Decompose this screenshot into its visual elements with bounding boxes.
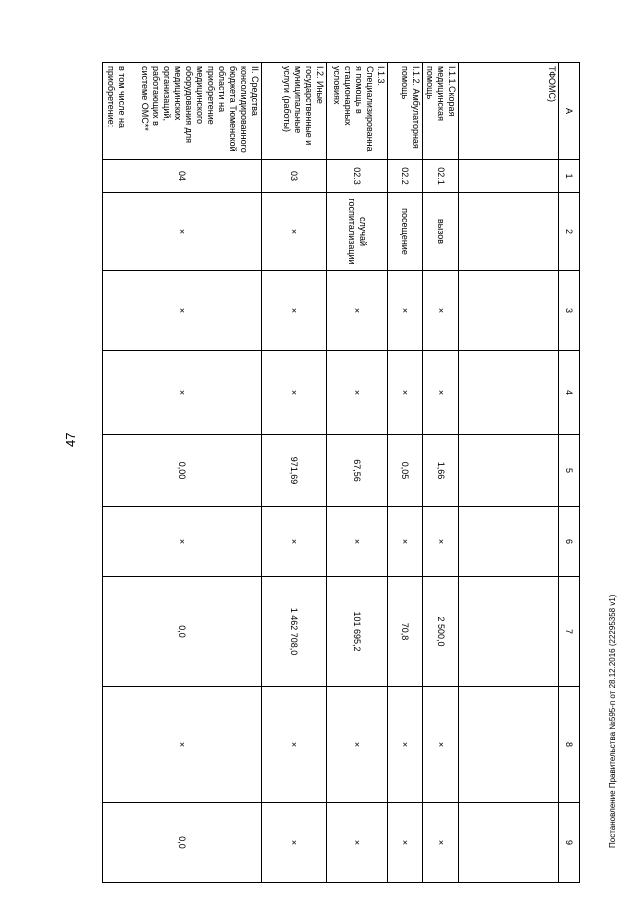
table-cell: ×	[388, 507, 423, 577]
table-cell: ×	[262, 351, 327, 435]
row-unit: случай госпитализации	[327, 193, 388, 271]
table-cell-empty	[459, 160, 559, 193]
financing-table	[102, 62, 580, 883]
table-cell: ×	[327, 803, 388, 883]
table-cell-empty	[459, 687, 559, 803]
row-unit: посещение	[388, 193, 423, 271]
table-cell-empty	[459, 351, 559, 435]
table-cell: ×	[103, 507, 262, 577]
col-header-8: 8	[559, 687, 580, 803]
table-cell: ×	[103, 687, 262, 803]
rotated-table-sheet	[100, 62, 580, 882]
page-number: 47	[63, 432, 78, 447]
col-header-2: 2	[559, 193, 580, 271]
col-header-3: 3	[559, 271, 580, 351]
table-cell: ×	[262, 271, 327, 351]
table-cell: ×	[423, 803, 459, 883]
table-row	[327, 63, 388, 883]
table-cell: 101 695,2	[327, 577, 388, 687]
table-cell: ×	[388, 271, 423, 351]
col-header-1: 1	[559, 160, 580, 193]
row-name: I.2. Иные государственные и муниципальные услуги (работы)	[262, 63, 327, 160]
row-unit: ×	[103, 193, 262, 271]
table-cell: ×	[262, 803, 327, 883]
row-code: 02.3	[327, 160, 388, 193]
row-name: I.1.1.Скорая медицинская помощь	[423, 63, 459, 160]
row-code: 03	[262, 160, 327, 193]
table-cell: 1 462 708,0	[262, 577, 327, 687]
table-cell: 1,66	[423, 435, 459, 507]
table-cell: ×	[388, 803, 423, 883]
col-header-7: 7	[559, 577, 580, 687]
table-row	[388, 63, 423, 883]
row-code: 04	[103, 160, 262, 193]
table-cell: 0,0	[103, 803, 262, 883]
row-code: 02.1	[423, 160, 459, 193]
table-cell-empty	[459, 803, 559, 883]
table-row	[423, 63, 459, 883]
table-cell: ×	[262, 507, 327, 577]
table-cell: 971,69	[262, 435, 327, 507]
table-cell: 2 500,0	[423, 577, 459, 687]
table-cell: ×	[423, 271, 459, 351]
col-header-9: 9	[559, 803, 580, 883]
table-row-tfoms	[459, 63, 559, 883]
row-name: I.1.2. Амбулаторная помощь	[388, 63, 423, 160]
row-name-cell	[103, 63, 262, 160]
table-cell: ×	[423, 507, 459, 577]
table-cell-empty	[459, 507, 559, 577]
row-unit: вызов	[423, 193, 459, 271]
table-cell: ×	[262, 687, 327, 803]
table-cell-empty	[459, 193, 559, 271]
table-cell: ×	[388, 687, 423, 803]
table-cell: ×	[423, 351, 459, 435]
row-code: 02.2	[388, 160, 423, 193]
document-footer: Постановление Правительства №595-п от 28.12.2016 (22295358 v1)	[608, 594, 617, 848]
column-number-row	[559, 63, 580, 883]
col-header-6: 6	[559, 507, 580, 577]
tfoms-label: ТФОМС)	[459, 63, 559, 160]
table-cell: 67,56	[327, 435, 388, 507]
col-header-a: А	[559, 63, 580, 160]
table-cell-empty	[459, 577, 559, 687]
table-cell-empty	[459, 271, 559, 351]
table-cell: ×	[388, 351, 423, 435]
table-cell-empty	[459, 435, 559, 507]
col-header-4: 4	[559, 351, 580, 435]
row-unit: ×	[262, 193, 327, 271]
row-name: I.1.3. Специализированная помощь в стационарных условиях	[327, 63, 388, 160]
table-cell: 0,00	[103, 435, 262, 507]
table-cell: ×	[327, 507, 388, 577]
table-row	[262, 63, 327, 883]
table-cell: ×	[327, 351, 388, 435]
table-cell: ×	[103, 351, 262, 435]
table-cell: ×	[327, 687, 388, 803]
table-cell: 70,8	[388, 577, 423, 687]
table-cell: 0,05	[388, 435, 423, 507]
table-cell: ×	[103, 271, 262, 351]
row-subnote: в том числе на приобретение:	[106, 66, 127, 128]
col-header-5: 5	[559, 435, 580, 507]
table-cell: 0,0	[103, 577, 262, 687]
table-cell: ×	[423, 687, 459, 803]
row-name: II. Средства консолидированного бюджета Тюменской области на приобретение медицинского оборудования для медицинских организаций, работающих в системе ОМС**	[140, 66, 260, 153]
table-row	[103, 63, 262, 883]
table-cell: ×	[327, 271, 388, 351]
